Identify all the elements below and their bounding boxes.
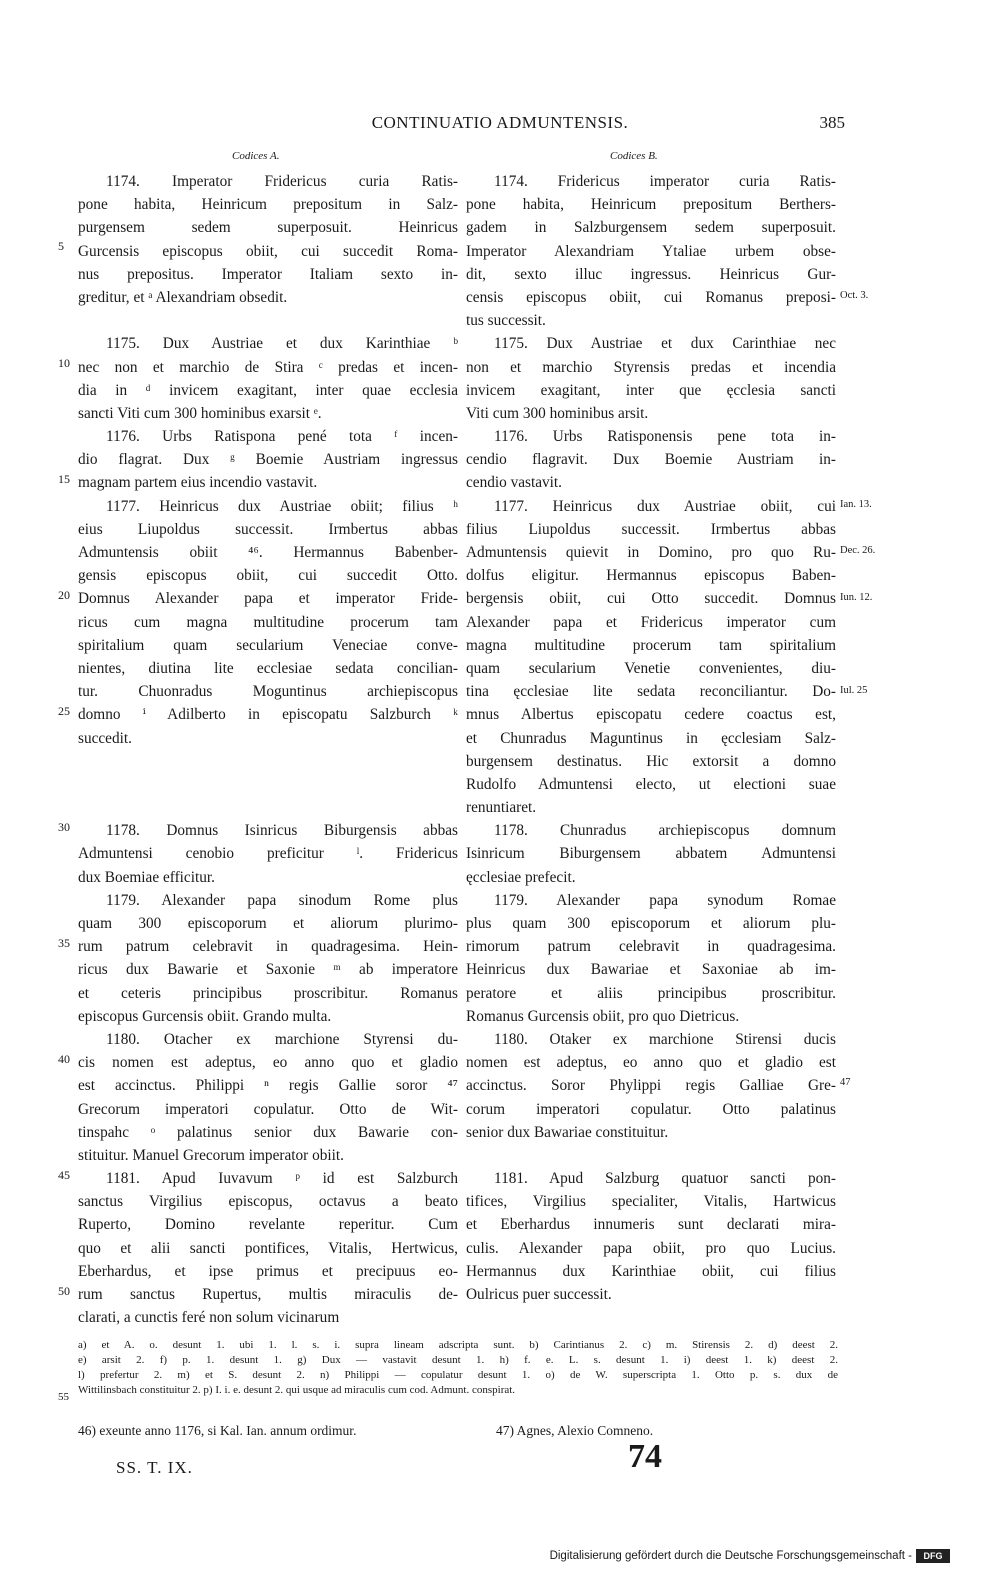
text-line: rum sanctus Rupertus, multis miraculis de- [78, 1286, 458, 1303]
text-line: 1177. Heinricus dux Austriae obiit, cui [494, 497, 836, 515]
text-line: gensis episcopus obiit, cui succedit Otto. [78, 567, 458, 585]
text-line: cis nomen est adeptus, eo anno quo et gladio [78, 1054, 458, 1072]
text-line: ricus dux Bawarie et Saxonie ᵐ ab imperatore [78, 961, 458, 979]
text-line: ęcclesiae prefecit. [466, 868, 576, 886]
line-number: 50 [58, 1284, 70, 1298]
text-line: 1178. Chunradus archiepiscopus domnum [494, 822, 836, 840]
text-line: plus quam 300 episcoporum et aliorum plu- [466, 915, 836, 932]
note-47: 47) Agnes, Alexio Comneno. [496, 1423, 654, 1438]
text-line: Hermannus dux Karinthiae obiit, cui filius [466, 1262, 836, 1280]
text-line: 1177. Heinricus dux Austriae obiit; filius ʰ [106, 497, 458, 515]
text-line: 1178. Domnus Isinricus Biburgensis abbas [106, 822, 458, 840]
right-column [466, 170, 836, 1306]
footer-text: Digitalisierung gefördert durch die Deutsche Forschungsgemeinschaft - [549, 1550, 912, 1562]
text-line: et ceteris principibus proscribitur. Romanus [78, 984, 458, 1002]
text-line: episcopus Gurcensis obiit. Grando multa. [78, 1007, 332, 1025]
footnote-line: l) prefertur 2. m) et S. desunt 2. n) Philippi — copulatur desunt 1. o) de W. superscripta 1. Otto p. s. dux de [78, 1369, 838, 1381]
text-line: Romanus Gurcensis obiit, pro quo Dietricus. [466, 1007, 740, 1025]
line-number: 55 [58, 1391, 69, 1403]
blank-line [466, 1144, 836, 1167]
line-number: 30 [58, 820, 70, 834]
text-line: clarati, a cunctis feré non solum vicinarum [78, 1309, 340, 1327]
text-line: et Chunradus Maguntinus in ęcclesiam Salz- [466, 729, 836, 747]
text-line: Rudolfo Admuntensi electo, ut electioni suae [466, 775, 836, 793]
margin-date: Iul. 25 [840, 685, 868, 696]
text-line: non et marchio Styrensis predas et incendia [466, 358, 836, 376]
text-line: accinctus. Soror Phylippi regis Galliae Gre- [466, 1077, 836, 1095]
signature-mark: SS. T. IX. [116, 1458, 193, 1477]
text-line: 1176. Urbs Ratisponensis pene tota in- [494, 428, 836, 446]
text-line: pone habita, Heinricum prepositum Berthers- [466, 196, 836, 214]
text-line: succedit. [78, 729, 132, 747]
text-line: 1174. Imperator Fridericus curia Ratis- [106, 173, 458, 190]
text-line: ricus cum magna multitudine procerum tam [78, 613, 458, 631]
text-line: Gurcensis episcopus obiit, cui succedit Roma- [78, 242, 458, 260]
margin-date: Oct. 3. [840, 290, 869, 301]
text-line: Admuntensis quievit in Domino, pro quo Ru- [466, 544, 836, 561]
text-line: tur. Chuonradus Moguntinus archiepiscopus [78, 683, 458, 701]
page-number: 385 [819, 113, 845, 132]
text-line: Admuntensis obiit ⁴⁶. Hermannus Babenber- [78, 544, 458, 561]
dfg-logo: DFG [916, 1549, 950, 1563]
text-line: 1179. Alexander papa sinodum Rome plus [106, 891, 458, 909]
text-line: nec non et marchio de Stira ᶜ predas et incen- [78, 358, 458, 376]
text-line: Heinricus dux Bawariae et Saxoniae ab im- [466, 961, 836, 979]
text-line: tus successit. [466, 312, 546, 330]
text-line: domno ⁱ Adilberto in episcopatu Salzburch ᵏ [78, 706, 458, 724]
text-line: bergensis obiit, cui Otto succedit. Domnus [466, 590, 836, 608]
apparatus-footnotes [78, 1338, 838, 1398]
text-line: magna multitudine procerum tam spiritalium [466, 636, 836, 654]
text-line: dio flagrat. Dux ᵍ Boemie Austriam ingressus [78, 451, 458, 469]
text-line: nus prepositus. Imperator Italiam sexto in- [78, 265, 458, 283]
blank-line [78, 309, 458, 332]
margin-date: Iun. 12. [840, 592, 873, 603]
text-line: 1180. Otaker ex marchione Stirensi ducis [494, 1030, 836, 1048]
text-line: dit, sexto illuc ingressus. Heinricus Gur- [466, 265, 836, 283]
line-number: 5 [58, 239, 64, 253]
text-line: Grecorum imperatori copulatur. Otto de Wit- [78, 1100, 458, 1118]
note-46: 46) exeunte anno 1176, si Kal. Ian. annum ordimur. [78, 1423, 357, 1438]
footnote-line: Wittilinsbach constituitur 2. p) I. i. e. desunt 2. qui usque ad miraculis cum cod. Admunt. conspirat. [78, 1384, 516, 1396]
line-number: 35 [58, 936, 70, 950]
text-line: tinspahc ᵒ palatinus senior dux Bawarie con- [78, 1123, 458, 1141]
text-line: 1181. Apud Iuvavum ᵖ id est Salzburch [106, 1170, 458, 1188]
text-line: dia in ᵈ invicem exagitant, inter quae ecclesia [78, 381, 458, 399]
footnote-line: a) et A. o. desunt 1. ubi 1. l. s. i. supra lineam adscripta sunt. b) Carintianus 2. c) m. Stirensis 2. d) deest 2. [78, 1339, 838, 1351]
text-line: Ruperto, Domino revelante reperitur. Cum [78, 1216, 458, 1234]
text-line: magnam partem eius incendio vastavit. [78, 474, 318, 492]
text-line: rum patrum celebravit in quadragesima. Hein- [78, 938, 458, 956]
text-line: censis episcopus obiit, cui Romanus preposi- [466, 288, 836, 306]
text-line: nomen est adeptus, eo anno quo et gladio est [466, 1054, 836, 1072]
text-line: corum imperatori copulatur. Otto palatinus [466, 1100, 836, 1118]
text-line: 1175. Dux Austriae et dux Carinthiae nec [494, 335, 836, 353]
left-column [78, 170, 458, 1329]
text-line: sanctus Virgilius episcopus, octavus a beato [78, 1193, 458, 1211]
blank-line [78, 773, 458, 796]
line-number: 20 [58, 588, 70, 602]
line-number: 40 [58, 1052, 70, 1066]
text-line: cendio flagravit. Dux Boemie Austriam in- [466, 451, 836, 469]
text-line: greditur, et ᵃ Alexandriam obsedit. [78, 288, 288, 306]
text-line: dolfus eligitur. Hermannus episcopus Baben- [466, 567, 836, 585]
line-number: 45 [58, 1168, 70, 1182]
text-line: 1179. Alexander papa synodum Romae [494, 891, 836, 909]
text-line: renuntiaret. [466, 799, 537, 817]
text-line: burgensem destinatus. Hic extorsit a domno [466, 752, 836, 770]
margin-note-ref: 47 [840, 1077, 851, 1088]
text-line: et Eberhardus innumeris sunt declarati mira- [466, 1216, 836, 1234]
footnote-line: e) arsit 2. f) p. 1. desunt 1. g) Dux — vastavit desunt 1. h) f. e. L. s. desunt 1. i) deest 1. k) deest 2. [78, 1354, 838, 1366]
text-line: Eberhardus, et ipse primus et precipuus eo- [78, 1262, 458, 1280]
text-line: stituitur. Manuel Grecorum imperator obiit. [78, 1146, 344, 1164]
text-line: eius Liupoldus successit. Irmbertus abbas [78, 520, 458, 538]
text-line: Admuntensi cenobio preficitur ˡ. Fridericus [78, 845, 458, 863]
text-line: quo et alii sancti pontifices, Vitalis, Hertwicus, [78, 1239, 458, 1257]
text-line: pone habita, Heinricum prepositum in Salz- [78, 196, 458, 214]
text-line: peratore et aliis principibus proscribitur. [466, 984, 836, 1002]
text-line: Alexander papa et Fridericus imperator cum [466, 613, 836, 631]
text-line: mnus Albertus episcopatu cedere coactus est, [466, 706, 836, 724]
line-number: 10 [58, 356, 70, 370]
text-line: nientes, diutina lite ecclesiae sedata concilian- [78, 659, 458, 677]
text-line: 1175. Dux Austriae et dux Karinthiae ᵇ [106, 335, 458, 353]
running-title: CONTINUATIO ADMUNTENSIS. [371, 113, 629, 132]
blank-line [78, 796, 458, 819]
text-line: invicem exagitant, inter que ęcclesia sancti [466, 381, 836, 399]
margin-date: Dec. 26. [840, 545, 876, 556]
text-line: dux Boemiae efficitur. [78, 868, 215, 886]
text-line: senior dux Bawariae constituitur. [466, 1123, 669, 1141]
text-line: tina ęcclesiae lite sedata reconciliantur. Do- [466, 683, 836, 701]
text-line: rimorum patrum celebravit in quadragesima. [466, 938, 836, 956]
text-line: Oulricus puer successit. [466, 1286, 612, 1303]
text-line: quam secularium Venetie convenientes, diu- [466, 659, 836, 677]
margin-date: Ian. 13. [840, 499, 872, 510]
text-line: culis. Alexander papa obiit, pro quo Lucius. [466, 1239, 836, 1257]
text-line: purgensem sedem superposuit. Heinricus [78, 219, 458, 237]
footer-credit [550, 1549, 950, 1563]
text-line: cendio vastavit. [466, 474, 563, 492]
text-line: 1180. Otacher ex marchione Styrensi du- [106, 1030, 458, 1048]
text-line: spiritalium quam secularium Veneciae conve- [78, 636, 458, 654]
blank-line [78, 750, 458, 773]
text-line: Imperator Alexandriam Ytaliae urbem obse- [466, 242, 836, 260]
text-line: tifices, Virgilius specialiter, Vitalis, Hartwicus [466, 1193, 836, 1211]
text-line: Viti cum 300 hominibus arsit. [466, 404, 649, 422]
text-line: sancti Viti cum 300 hominibus exarsit ᵉ. [78, 404, 322, 422]
text-line: Domnus Alexander papa et imperator Fride- [78, 590, 458, 608]
text-line: 1181. Apud Salzburg quatuor sancti pon- [494, 1170, 836, 1188]
text-line: quam 300 episcoporum et aliorum plurimo- [78, 915, 458, 932]
text-line: Isinricum Biburgensem abbatem Admuntensi [466, 845, 836, 863]
sheet-number: 74 [628, 1438, 662, 1475]
line-number: 15 [58, 472, 70, 486]
text-line: 1176. Urbs Ratispona pené tota ᶠ incen- [106, 428, 458, 446]
line-number: 25 [58, 704, 70, 718]
text-line: gadem in Salzburgensem sedem superposuit. [466, 219, 836, 237]
codices-a-label: Codices A. [232, 150, 280, 162]
codices-b-label: Codices B. [610, 150, 658, 162]
text-line: est accinctus. Philippi ⁿ regis Gallie soror ⁴⁷ [78, 1077, 458, 1095]
text-line: 1174. Fridericus imperator curia Ratis- [494, 173, 836, 190]
text-line: filius Liupoldus successit. Irmbertus abbas [466, 520, 836, 538]
